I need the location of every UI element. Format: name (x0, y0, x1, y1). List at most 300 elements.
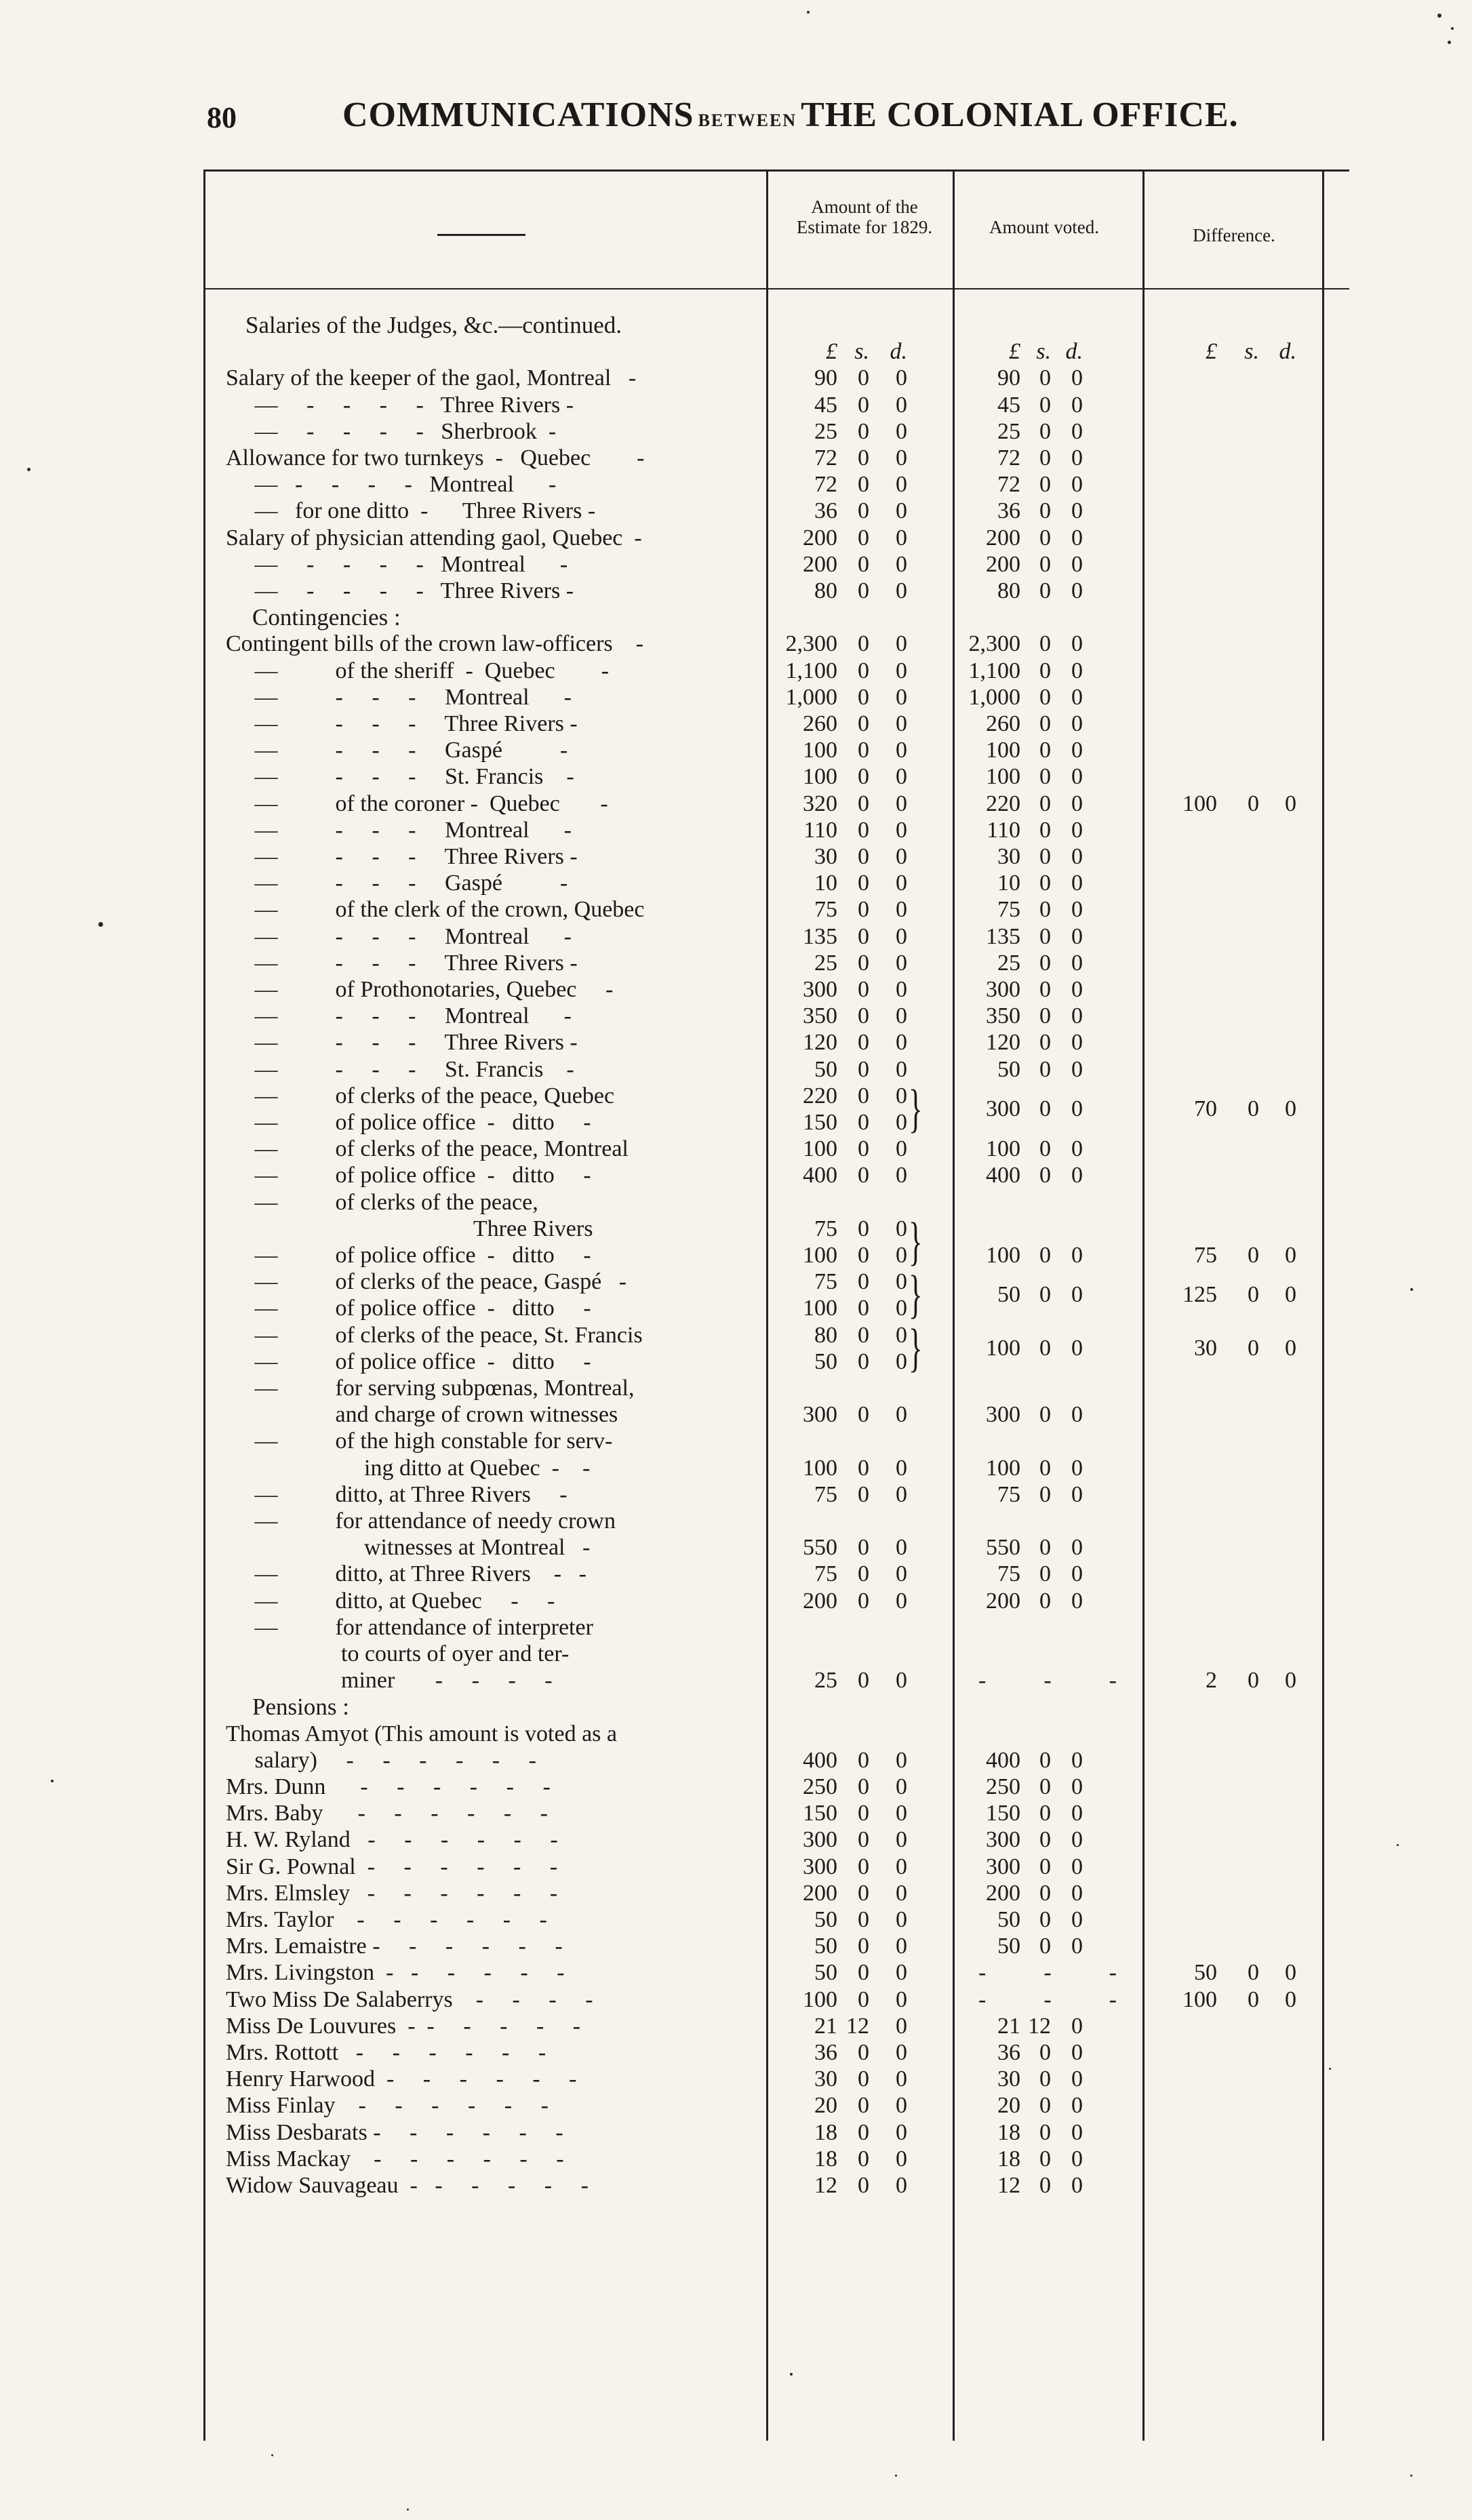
row-label: Thomas Amyot (This amount is voted as a (226, 1721, 617, 1746)
voted-cell: 0 (1071, 738, 1083, 763)
estimate-cell: 0 (896, 578, 907, 603)
paper-speck (271, 2454, 273, 2456)
table-row (203, 1428, 1349, 1455)
voted-cell: 50 (997, 1282, 1020, 1308)
estimate-cell: 0 (858, 684, 869, 710)
row-label: — of police office - ditto - (226, 1110, 591, 1135)
table-row (203, 1880, 1349, 1907)
voted-cell: 0 (1071, 658, 1083, 683)
estimate-cell: 0 (896, 738, 907, 763)
voted-cell: 0 (1039, 977, 1051, 1002)
voted-cell: 135 (986, 923, 1020, 949)
table-row (203, 418, 1349, 445)
row-label: Allowance for two turnkeys - Quebec - (226, 445, 645, 471)
voted-cell: 0 (1039, 498, 1051, 524)
row-label: — - - - St. Francis - (226, 1056, 574, 1082)
voted-cell: 0 (1071, 1243, 1083, 1268)
voted-cell: 0 (1039, 711, 1051, 736)
voted-cell: 0 (1039, 1854, 1051, 1879)
estimate-cell: 0 (858, 472, 869, 498)
estimate-cell: 0 (896, 445, 907, 471)
estimate-cell: 36 (814, 498, 837, 524)
estimate-cell: 0 (858, 498, 869, 524)
voted-cell: 0 (1039, 871, 1051, 896)
voted-cell: 0 (1071, 1535, 1083, 1561)
row-label: salary) - - - - - - (226, 1747, 536, 1773)
table-row (203, 1136, 1349, 1163)
row-label: — of police office - ditto - (226, 1163, 591, 1188)
difference-cell: d. (1279, 339, 1296, 365)
row-label: ing ditto at Quebec - - (226, 1455, 591, 1481)
voted-cell: 0 (1039, 1402, 1051, 1428)
row-label: — of clerks of the peace, Quebec (226, 1083, 615, 1108)
paper-speck (1329, 2068, 1331, 2070)
row-label: Miss Desbarats - - - - - - (226, 2119, 563, 2145)
estimate-cell: 120 (803, 1030, 837, 1056)
estimate-cell: 75 (814, 1481, 837, 1507)
row-label: — of the high constable for serv- (226, 1428, 613, 1454)
estimate-cell: 200 (803, 551, 837, 577)
row-label: — - - - - Three Rivers - (226, 392, 574, 418)
estimate-cell: 0 (858, 1827, 869, 1853)
voted-cell: 25 (997, 418, 1020, 444)
estimate-cell: 10 (814, 871, 837, 896)
voted-cell: 100 (986, 1136, 1020, 1162)
row-label: — for one ditto - Three Rivers - (226, 498, 596, 524)
estimate-cell: 0 (858, 1056, 869, 1082)
difference-cell: 0 (1285, 1243, 1296, 1268)
voted-cell: 0 (1071, 1402, 1083, 1428)
estimate-cell: 0 (858, 1322, 869, 1348)
estimate-cell: 0 (896, 658, 907, 683)
table-row (203, 1854, 1349, 1881)
estimate-cell: 0 (896, 1056, 907, 1082)
estimate-cell: 0 (896, 1136, 907, 1162)
difference-cell: 0 (1285, 1282, 1296, 1308)
brace-mark: } (909, 1264, 923, 1324)
voted-cell: 350 (986, 1003, 1020, 1029)
estimate-cell: 0 (896, 1668, 907, 1694)
table-row (203, 1933, 1349, 1960)
voted-cell: 300 (986, 1854, 1020, 1879)
table-row (203, 2039, 1349, 2066)
voted-cell: 0 (1039, 923, 1051, 949)
row-label: Salaries of the Judges, &c.—continued. (245, 312, 622, 338)
row-label: — of the coroner - Quebec - (226, 791, 608, 816)
estimate-cell: 0 (858, 1535, 869, 1561)
estimate-cell: 0 (858, 1960, 869, 1986)
estimate-cell: 0 (858, 1216, 869, 1241)
table-row (203, 631, 1349, 658)
title-left: COMMUNICATIONS (342, 96, 694, 134)
table-row (203, 763, 1349, 791)
row-label: — - - - - Montreal - (226, 551, 568, 577)
estimate-cell: 0 (896, 1588, 907, 1614)
estimate-cell: 0 (858, 1668, 869, 1694)
voted-cell: 50 (997, 1907, 1020, 1932)
estimate-cell: 0 (858, 1455, 869, 1481)
row-label: Salary of the keeper of the gaol, Montreal - (226, 365, 637, 391)
voted-cell: 0 (1071, 1455, 1083, 1481)
estimate-cell: 0 (858, 1747, 869, 1773)
difference-cell: 70 (1194, 1096, 1217, 1121)
row-label: Widow Sauvageau - - - - - - (226, 2173, 589, 2198)
voted-cell: s. (1036, 339, 1051, 365)
table-row (203, 2119, 1349, 2146)
table-row (203, 896, 1349, 923)
estimate-cell: 0 (858, 1402, 869, 1428)
voted-cell: 110 (987, 817, 1020, 843)
estimate-cell: 0 (896, 897, 907, 923)
section-heading (203, 604, 1349, 631)
row-label: to courts of oyer and ter- (226, 1641, 570, 1666)
voted-cell: 25 (997, 950, 1020, 976)
table-row (203, 1986, 1349, 2014)
voted-cell: 21 (997, 2013, 1020, 2039)
voted-cell: 0 (1039, 1163, 1051, 1188)
difference-column-header: Difference. (1193, 225, 1275, 245)
estimate-cell: 0 (858, 1083, 869, 1108)
estimate-cell: 12 (846, 2013, 869, 2039)
table-row (203, 1189, 1349, 1216)
table-row (203, 658, 1349, 685)
voted-cell: 250 (986, 1774, 1020, 1799)
voted-cell: 12 (1028, 2013, 1051, 2039)
row-label: — - - - Three Rivers - (226, 711, 578, 736)
estimate-cell: 0 (896, 1986, 907, 2012)
voted-cell-blank: - - - (978, 1960, 1117, 1986)
estimate-cell: 0 (858, 1774, 869, 1799)
estimate-cell: 0 (896, 2066, 907, 2092)
row-label: — of Prothonotaries, Quebec - (226, 977, 614, 1002)
voted-cell: 0 (1039, 1907, 1051, 1932)
brace-mark: } (909, 1317, 923, 1377)
voted-cell: 0 (1039, 1880, 1051, 1906)
estimate-cell: 0 (896, 418, 907, 444)
paper-speck (27, 468, 31, 471)
estimate-cell: 50 (814, 1056, 837, 1082)
difference-cell: 2 (1206, 1668, 1217, 1694)
voted-cell: 0 (1071, 764, 1083, 790)
table-row (203, 338, 1349, 365)
voted-cell: 0 (1071, 1588, 1083, 1614)
voted-cell: 0 (1071, 844, 1083, 869)
table-row (203, 1747, 1349, 1774)
voted-cell: 0 (1039, 1335, 1051, 1361)
estimate-cell: 0 (896, 711, 907, 736)
voted-cell: 0 (1039, 1801, 1051, 1826)
estimate-cell: 0 (858, 1163, 869, 1188)
estimate-cell: 0 (896, 844, 907, 869)
row-label: Mrs. Elmsley - - - - - - (226, 1880, 558, 1906)
voted-cell: 0 (1039, 897, 1051, 923)
difference-cell: s. (1244, 339, 1259, 365)
estimate-cell: 50 (814, 1960, 837, 1986)
voted-cell: 100 (986, 1455, 1020, 1481)
estimate-cell: 0 (896, 2173, 907, 2198)
estimate-cell: 0 (858, 764, 869, 790)
difference-cell: 0 (1248, 1986, 1259, 2012)
estimate-cell: 0 (858, 1296, 869, 1321)
voted-cell: 0 (1071, 1880, 1083, 1906)
estimate-column-header: Amount of the Estimate for 1829. (796, 197, 933, 237)
estimate-cell: 0 (858, 1588, 869, 1614)
estimate-cell: 0 (858, 1243, 869, 1268)
voted-cell: 0 (1071, 525, 1083, 551)
voted-cell: 0 (1071, 631, 1083, 657)
estimate-cell: 220 (803, 1083, 837, 1108)
difference-cell: 0 (1285, 1668, 1296, 1694)
estimate-cell: 72 (814, 445, 837, 471)
table-row (203, 711, 1349, 738)
voted-cell: 0 (1039, 844, 1051, 869)
voted-cell: 1,000 (968, 684, 1020, 710)
estimate-cell: 100 (803, 1986, 837, 2012)
estimate-cell: 0 (858, 923, 869, 949)
voted-cell: 0 (1071, 578, 1083, 603)
estimate-cell: 50 (814, 1907, 837, 1932)
estimate-cell: 0 (858, 1934, 869, 1959)
table-row (203, 1455, 1349, 1482)
estimate-cell: 0 (896, 472, 907, 498)
estimate-cell: 18 (814, 2146, 837, 2172)
estimate-cell: 75 (814, 1269, 837, 1295)
estimate-cell: 0 (896, 1827, 907, 1853)
estimate-cell: 45 (814, 392, 837, 418)
row-label: Sir G. Pownal - - - - - - (226, 1854, 558, 1879)
estimate-cell: 0 (858, 2093, 869, 2119)
estimate-cell: 80 (814, 1322, 837, 1348)
voted-cell: 0 (1039, 684, 1051, 710)
difference-cell: £ (1206, 339, 1217, 365)
table-row (203, 525, 1349, 552)
estimate-cell: 75 (814, 897, 837, 923)
estimate-cell: 0 (896, 871, 907, 896)
estimate-cell: 0 (858, 658, 869, 683)
voted-cell: 90 (997, 365, 1020, 391)
voted-cell: 0 (1039, 1481, 1051, 1507)
paper-speck (51, 1780, 54, 1782)
voted-cell: 0 (1039, 2119, 1051, 2145)
estimate-cell: 0 (896, 1243, 907, 1268)
estimate-cell: 250 (803, 1774, 837, 1799)
estimate-cell: 260 (803, 711, 837, 736)
voted-cell: 0 (1039, 1588, 1051, 1614)
voted-cell: 120 (986, 1030, 1020, 1056)
voted-cell: 0 (1039, 2093, 1051, 2119)
estimate-cell: 0 (896, 977, 907, 1002)
voted-cell: 0 (1039, 738, 1051, 763)
difference-cell: 0 (1248, 1335, 1259, 1361)
estimate-cell: 110 (803, 817, 837, 843)
row-label: Mrs. Baby - - - - - - (226, 1801, 548, 1826)
voted-cell: 100 (986, 1335, 1020, 1361)
voted-cell: 0 (1071, 418, 1083, 444)
estimate-cell: 25 (814, 418, 837, 444)
estimate-cell: 0 (858, 1481, 869, 1507)
voted-cell: 0 (1039, 1030, 1051, 1056)
row-label: — of police office - ditto - (226, 1243, 591, 1268)
title-right: THE COLONIAL OFFICE. (801, 96, 1239, 134)
estimate-cell: 12 (814, 2173, 837, 2198)
estimate-cell: 0 (896, 392, 907, 418)
estimate-cell: 0 (896, 2146, 907, 2172)
voted-cell: 0 (1039, 1774, 1051, 1799)
voted-cell: 0 (1039, 2173, 1051, 2198)
voted-cell: 0 (1039, 631, 1051, 657)
voted-cell: 36 (997, 2040, 1020, 2065)
table-row (203, 1375, 1349, 1402)
estimate-cell: 0 (896, 2013, 907, 2039)
voted-cell: 0 (1071, 1481, 1083, 1507)
estimate-cell: 0 (858, 525, 869, 551)
estimate-cell: 300 (803, 1854, 837, 1879)
accounts-table (203, 169, 1349, 2441)
row-label: — for serving subpœnas, Montreal, (226, 1376, 635, 1401)
voted-cell: 30 (997, 844, 1020, 869)
voted-cell: 0 (1071, 2066, 1083, 2092)
voted-cell: 0 (1071, 2040, 1083, 2065)
estimate-cell: 150 (803, 1801, 837, 1826)
table-row (203, 1401, 1349, 1428)
voted-cell: 0 (1039, 551, 1051, 577)
estimate-cell: 0 (858, 950, 869, 976)
row-label: — - - - Montreal - (226, 923, 572, 949)
voted-cell-blank: - - - (978, 1668, 1117, 1694)
voted-cell: 0 (1071, 1030, 1083, 1056)
estimate-cell: 0 (896, 1083, 907, 1108)
estimate-cell: 0 (896, 2040, 907, 2065)
estimate-cell: 36 (814, 2040, 837, 2065)
estimate-cell: 550 (803, 1535, 837, 1561)
page-number: 80 (207, 101, 237, 134)
estimate-cell: 100 (803, 764, 837, 790)
table-row (203, 1826, 1349, 1854)
brace-mark: } (909, 1078, 923, 1138)
difference-cell: 0 (1285, 791, 1296, 816)
estimate-cell: 0 (896, 1003, 907, 1029)
estimate-cell: 0 (896, 1535, 907, 1561)
table-row (203, 1588, 1349, 1615)
row-label: Mrs. Taylor - - - - - - (226, 1907, 547, 1932)
paper-speck (895, 2475, 897, 2477)
estimate-cell: 1,100 (785, 658, 837, 683)
row-label: Contingent bills of the crown law-officers - (226, 631, 643, 657)
row-label: — of clerks of the peace, (226, 1189, 538, 1215)
voted-cell: 0 (1039, 1934, 1051, 1959)
estimate-cell: 0 (896, 1348, 907, 1374)
estimate-cell: 0 (858, 2146, 869, 2172)
voted-cell: 0 (1071, 711, 1083, 736)
table-row (203, 2013, 1349, 2040)
estimate-cell: 0 (858, 2066, 869, 2092)
voted-cell: 0 (1071, 1827, 1083, 1853)
voted-cell: 0 (1039, 392, 1051, 418)
voted-cell: 150 (986, 1801, 1020, 1826)
row-label: Miss Mackay - - - - - - (226, 2146, 564, 2172)
difference-cell: 0 (1248, 1096, 1259, 1121)
row-label: Mrs. Lemaistre - - - - - - (226, 1934, 563, 1959)
estimate-cell: 100 (803, 1136, 837, 1162)
voted-cell: 100 (986, 738, 1020, 763)
voted-cell: 1,100 (968, 658, 1020, 683)
row-label: Mrs. Rottott - - - - - - (226, 2040, 546, 2065)
voted-cell: 10 (997, 871, 1020, 896)
difference-cell: 0 (1285, 1986, 1296, 2012)
title-between: BETWEEN (698, 111, 797, 130)
table-row (203, 1667, 1349, 1694)
estimate-cell: 0 (858, 2040, 869, 2065)
voted-cell: 400 (986, 1163, 1020, 1188)
row-label: — - - - Gaspé - (226, 871, 568, 896)
header-dash (437, 234, 525, 236)
estimate-cell: 0 (896, 1402, 907, 1428)
brace-mark: } (909, 1211, 923, 1271)
voted-cell: 0 (1071, 1934, 1083, 1959)
voted-cell: 300 (986, 1096, 1020, 1121)
voted-cell: 200 (986, 551, 1020, 577)
voted-cell: 550 (986, 1535, 1020, 1561)
difference-cell: 0 (1248, 1960, 1259, 1986)
voted-cell: 200 (986, 525, 1020, 551)
estimate-cell: 100 (803, 1455, 837, 1481)
estimate-cell: 0 (896, 1774, 907, 1799)
voted-cell: 0 (1039, 2066, 1051, 2092)
row-label: Henry Harwood - - - - - - (226, 2066, 577, 2092)
row-label: Pensions : (252, 1694, 349, 1721)
estimate-cell: 30 (814, 2066, 837, 2092)
paper-speck (1437, 14, 1441, 18)
estimate-cell: 75 (814, 1216, 837, 1241)
row-label: Three Rivers (226, 1216, 593, 1241)
voted-cell: £ (1009, 339, 1020, 365)
voted-cell: 0 (1071, 1163, 1083, 1188)
row-label: — for attendance of needy crown (226, 1508, 616, 1534)
estimate-cell: 350 (803, 1003, 837, 1029)
estimate-cell: 0 (896, 684, 907, 710)
difference-cell: 50 (1194, 1960, 1217, 1986)
voted-cell: 0 (1039, 1282, 1051, 1308)
estimate-cell: 100 (803, 1296, 837, 1321)
row-label: — - - - Three Rivers - (226, 844, 578, 869)
paper-speck (1410, 1288, 1413, 1291)
voted-cell: 0 (1071, 897, 1083, 923)
voted-cell: 0 (1071, 1907, 1083, 1932)
voted-cell: 0 (1071, 498, 1083, 524)
table-row (203, 578, 1349, 605)
table-row (203, 1959, 1349, 1986)
voted-cell: 0 (1039, 791, 1051, 816)
voted-cell: 300 (986, 977, 1020, 1002)
row-label: — - - - Montreal - (226, 684, 572, 710)
voted-cell: 100 (986, 1243, 1020, 1268)
voted-cell: 0 (1071, 950, 1083, 976)
row-label: Miss De Louvures - - - - - - (226, 2013, 581, 2039)
voted-cell: 0 (1039, 1096, 1051, 1121)
table-row (203, 365, 1349, 392)
header-bottom-rule (203, 288, 1349, 289)
estimate-cell: 400 (803, 1747, 837, 1773)
row-label: — - - - Gaspé - (226, 738, 568, 763)
paper-speck (1451, 27, 1454, 30)
table-row (203, 1216, 1349, 1243)
section-heading (203, 1694, 1349, 1721)
voted-cell: 0 (1039, 1747, 1051, 1773)
estimate-cell: 0 (896, 1110, 907, 1135)
difference-cell: 0 (1285, 1335, 1296, 1361)
row-label: — - - - - Montreal - (226, 472, 557, 498)
row-label: — ditto, at Three Rivers - (226, 1481, 568, 1507)
